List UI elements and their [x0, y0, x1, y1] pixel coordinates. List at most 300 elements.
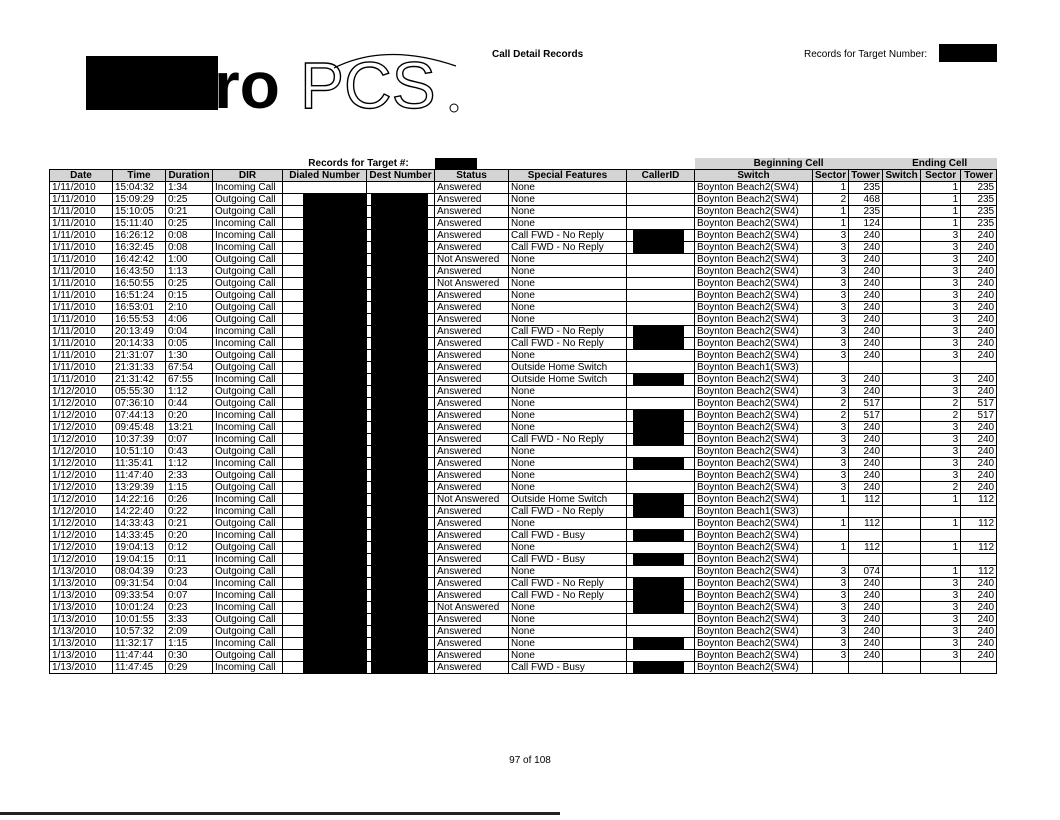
cell-time: 20:13:49	[113, 326, 166, 338]
cell-end-tower: 235	[961, 206, 997, 218]
redaction-box	[633, 554, 684, 566]
cell-end-sector: 3	[921, 602, 961, 614]
cell-dest-number	[367, 662, 435, 674]
cell-duration: 0:22	[166, 506, 213, 518]
cell-status: Answered	[435, 314, 509, 326]
cell-status: Not Answered	[435, 254, 509, 266]
cell-time: 11:35:41	[113, 458, 166, 470]
cell-special-features: None	[509, 398, 627, 410]
redaction-box	[371, 194, 428, 206]
cell-begin-switch: Boynton Beach2(SW4)	[695, 542, 813, 554]
cell-begin-sector: 3	[813, 266, 849, 278]
table-row	[50, 230, 997, 242]
cell-dir: Incoming Call	[213, 494, 283, 506]
cell-begin-tower: 240	[849, 578, 883, 590]
cell-end-tower: 240	[961, 350, 997, 362]
cell-status: Answered	[435, 554, 509, 566]
ending-cell-label: Ending Cell	[883, 158, 997, 170]
cell-duration: 0:43	[166, 446, 213, 458]
table-row	[50, 242, 997, 254]
cell-end-sector: 3	[921, 614, 961, 626]
cell-end-sector: 3	[921, 422, 961, 434]
cell-date: 1/11/2010	[50, 314, 113, 326]
cell-end-switch	[883, 206, 921, 218]
cell-special-features: Call FWD - No Reply	[509, 578, 627, 590]
cell-special-features: Outside Home Switch	[509, 374, 627, 386]
cell-dialed-number	[283, 290, 367, 302]
table-row	[50, 446, 997, 458]
cell-duration: 0:25	[166, 194, 213, 206]
cell-end-tower: 517	[961, 410, 997, 422]
table-row	[50, 302, 997, 314]
cell-begin-sector: 3	[813, 458, 849, 470]
cell-begin-sector: 2	[813, 410, 849, 422]
cell-begin-tower: 240	[849, 614, 883, 626]
cell-end-sector: 2	[921, 482, 961, 494]
cell-begin-sector: 3	[813, 422, 849, 434]
cell-time: 15:09:29	[113, 194, 166, 206]
cell-date: 1/12/2010	[50, 542, 113, 554]
cell-begin-switch: Boynton Beach2(SW4)	[695, 242, 813, 254]
col-dest-number: Dest Number	[367, 170, 435, 182]
cell-status: Answered	[435, 302, 509, 314]
cell-begin-switch: Boynton Beach2(SW4)	[695, 578, 813, 590]
cell-status: Not Answered	[435, 494, 509, 506]
cell-begin-switch: Boynton Beach2(SW4)	[695, 422, 813, 434]
cell-date: 1/12/2010	[50, 554, 113, 566]
cell-begin-sector: 3	[813, 254, 849, 266]
cell-status: Answered	[435, 374, 509, 386]
cell-time: 21:31:33	[113, 362, 166, 374]
cell-status: Answered	[435, 194, 509, 206]
cell-dialed-number	[283, 182, 367, 194]
cell-status: Answered	[435, 326, 509, 338]
records-for-target-label: Records for Target #:	[283, 158, 435, 170]
cell-special-features: Call FWD - No Reply	[509, 230, 627, 242]
cell-dir: Incoming Call	[213, 602, 283, 614]
cell-duration: 0:26	[166, 494, 213, 506]
cell-special-features: Outside Home Switch	[509, 494, 627, 506]
cell-time: 09:45:48	[113, 422, 166, 434]
cell-end-sector: 3	[921, 374, 961, 386]
cell-begin-sector	[813, 662, 849, 674]
cell-end-switch	[883, 218, 921, 230]
redaction-box	[303, 278, 366, 290]
cell-date: 1/11/2010	[50, 362, 113, 374]
cell-begin-tower: 240	[849, 626, 883, 638]
cell-dir: Outgoing Call	[213, 290, 283, 302]
page-title: Call Detail Records	[492, 49, 584, 60]
redaction-box	[303, 638, 366, 650]
redaction-box	[371, 218, 428, 230]
redaction-box	[303, 446, 366, 458]
cell-dest-number	[367, 254, 435, 266]
table-row	[50, 542, 997, 554]
redaction-box	[303, 626, 366, 638]
cell-time: 16:51:24	[113, 290, 166, 302]
redaction-box	[371, 350, 428, 362]
redaction-box	[371, 578, 428, 590]
cell-dir: Outgoing Call	[213, 302, 283, 314]
table-row	[50, 326, 997, 338]
cell-status: Answered	[435, 542, 509, 554]
cell-end-sector: 3	[921, 470, 961, 482]
cell-dir: Outgoing Call	[213, 482, 283, 494]
cell-begin-switch: Boynton Beach2(SW4)	[695, 266, 813, 278]
cell-special-features: None	[509, 206, 627, 218]
cell-begin-sector: 3	[813, 590, 849, 602]
cell-callerid	[627, 578, 695, 590]
cell-dialed-number	[283, 626, 367, 638]
cell-status: Answered	[435, 182, 509, 194]
cell-special-features: None	[509, 470, 627, 482]
cell-end-switch	[883, 314, 921, 326]
cell-begin-tower: 240	[849, 374, 883, 386]
cell-dir: Outgoing Call	[213, 254, 283, 266]
cell-duration: 13:21	[166, 422, 213, 434]
cell-dest-number	[367, 230, 435, 242]
cell-status: Answered	[435, 458, 509, 470]
cell-date: 1/11/2010	[50, 254, 113, 266]
cell-dest-number	[367, 242, 435, 254]
cell-end-sector: 3	[921, 578, 961, 590]
cell-dest-number	[367, 602, 435, 614]
cell-special-features: None	[509, 650, 627, 662]
cell-time: 11:47:40	[113, 470, 166, 482]
cell-duration: 0:07	[166, 590, 213, 602]
cell-begin-sector: 3	[813, 626, 849, 638]
cell-callerid	[627, 254, 695, 266]
cell-duration: 0:05	[166, 338, 213, 350]
cell-dir: Incoming Call	[213, 218, 283, 230]
cell-begin-switch: Boynton Beach2(SW4)	[695, 434, 813, 446]
cell-duration: 1:12	[166, 458, 213, 470]
redaction-box	[371, 290, 428, 302]
redaction-box	[371, 446, 428, 458]
cell-end-tower	[961, 530, 997, 542]
cell-duration: 0:25	[166, 218, 213, 230]
cell-begin-tower: 240	[849, 470, 883, 482]
cell-dir: Outgoing Call	[213, 194, 283, 206]
cell-special-features: Call FWD - Busy	[509, 530, 627, 542]
cell-begin-tower	[849, 362, 883, 374]
redaction-box	[303, 578, 366, 590]
cell-time: 16:42:42	[113, 254, 166, 266]
cell-end-sector: 2	[921, 410, 961, 422]
cell-status: Answered	[435, 650, 509, 662]
cell-callerid	[627, 326, 695, 338]
cell-end-sector	[921, 530, 961, 542]
cell-dir: Incoming Call	[213, 506, 283, 518]
cell-special-features: None	[509, 446, 627, 458]
cell-dir: Outgoing Call	[213, 398, 283, 410]
logo-text-outline: PCS	[300, 48, 436, 122]
cell-dialed-number	[283, 218, 367, 230]
cell-time: 14:33:43	[113, 518, 166, 530]
cell-dir: Incoming Call	[213, 374, 283, 386]
cell-dialed-number	[283, 410, 367, 422]
cell-special-features: None	[509, 410, 627, 422]
table-row	[50, 374, 997, 386]
redaction-box	[371, 518, 428, 530]
cell-status: Answered	[435, 422, 509, 434]
cell-special-features: Call FWD - Busy	[509, 662, 627, 674]
cell-dir: Outgoing Call	[213, 266, 283, 278]
cell-callerid	[627, 446, 695, 458]
cell-end-tower: 240	[961, 266, 997, 278]
cell-date: 1/11/2010	[50, 290, 113, 302]
cell-status: Answered	[435, 362, 509, 374]
cell-begin-tower: 240	[849, 242, 883, 254]
cell-dialed-number	[283, 530, 367, 542]
cell-begin-switch: Boynton Beach2(SW4)	[695, 218, 813, 230]
cell-begin-sector: 3	[813, 350, 849, 362]
cell-time: 14:22:40	[113, 506, 166, 518]
cell-duration: 0:30	[166, 650, 213, 662]
cell-time: 10:37:39	[113, 434, 166, 446]
redaction-box	[371, 362, 428, 374]
cell-dialed-number	[283, 578, 367, 590]
cell-special-features: None	[509, 254, 627, 266]
cell-begin-tower: 235	[849, 182, 883, 194]
cell-date: 1/11/2010	[50, 278, 113, 290]
cell-dest-number	[367, 614, 435, 626]
cell-dir: Outgoing Call	[213, 518, 283, 530]
cell-begin-sector: 3	[813, 314, 849, 326]
cell-dir: Incoming Call	[213, 326, 283, 338]
cell-date: 1/12/2010	[50, 494, 113, 506]
cell-duration: 1:12	[166, 386, 213, 398]
cell-callerid	[627, 506, 695, 518]
cell-end-sector: 1	[921, 206, 961, 218]
col-dialed-number: Dialed Number	[283, 170, 367, 182]
cell-status: Answered	[435, 290, 509, 302]
cell-special-features: Call FWD - Busy	[509, 554, 627, 566]
cell-end-switch	[883, 662, 921, 674]
cell-begin-switch: Boynton Beach1(SW3)	[695, 362, 813, 374]
cell-begin-switch: Boynton Beach2(SW4)	[695, 458, 813, 470]
cell-dialed-number	[283, 362, 367, 374]
cell-callerid	[627, 482, 695, 494]
cell-end-sector: 1	[921, 518, 961, 530]
cell-status: Answered	[435, 206, 509, 218]
cell-begin-sector: 3	[813, 242, 849, 254]
redaction-box	[303, 458, 366, 470]
cell-dir: Incoming Call	[213, 182, 283, 194]
cell-dir: Outgoing Call	[213, 626, 283, 638]
cell-begin-sector: 3	[813, 326, 849, 338]
redaction-box	[371, 470, 428, 482]
cell-dest-number	[367, 350, 435, 362]
metropcs-logo	[86, 46, 486, 122]
cell-begin-switch: Boynton Beach2(SW4)	[695, 554, 813, 566]
cell-special-features: None	[509, 626, 627, 638]
redaction-box	[303, 494, 366, 506]
redaction-box	[633, 590, 684, 602]
cell-begin-tower: 240	[849, 278, 883, 290]
redaction-box	[371, 662, 428, 674]
cell-end-tower: 240	[961, 482, 997, 494]
cell-special-features: None	[509, 218, 627, 230]
cell-begin-tower: 124	[849, 218, 883, 230]
redaction-box	[371, 338, 428, 350]
cell-end-tower: 240	[961, 590, 997, 602]
cell-date: 1/12/2010	[50, 482, 113, 494]
cell-duration: 1:15	[166, 638, 213, 650]
cell-special-features: None	[509, 566, 627, 578]
cell-duration: 1:34	[166, 182, 213, 194]
redaction-box	[371, 482, 428, 494]
col-end-tower: Tower	[961, 170, 997, 182]
cell-begin-sector: 1	[813, 206, 849, 218]
cell-special-features: None	[509, 314, 627, 326]
redaction-box	[371, 434, 428, 446]
redaction-box	[633, 494, 684, 506]
cell-end-switch	[883, 290, 921, 302]
redaction-box	[371, 230, 428, 242]
cell-end-sector: 3	[921, 458, 961, 470]
cell-end-sector: 3	[921, 266, 961, 278]
cell-end-switch	[883, 350, 921, 362]
cell-end-sector: 1	[921, 218, 961, 230]
cell-dialed-number	[283, 242, 367, 254]
cell-end-tower: 240	[961, 578, 997, 590]
cell-end-tower: 240	[961, 614, 997, 626]
cell-dialed-number	[283, 614, 367, 626]
cell-begin-sector: 3	[813, 578, 849, 590]
cell-dialed-number	[283, 206, 367, 218]
cell-date: 1/11/2010	[50, 302, 113, 314]
cell-status: Answered	[435, 590, 509, 602]
cell-dir: Incoming Call	[213, 554, 283, 566]
cell-begin-sector	[813, 362, 849, 374]
cell-date: 1/12/2010	[50, 470, 113, 482]
cell-begin-tower: 240	[849, 650, 883, 662]
cell-end-tower: 235	[961, 194, 997, 206]
cell-date: 1/11/2010	[50, 182, 113, 194]
cell-date: 1/13/2010	[50, 650, 113, 662]
cell-time: 21:31:07	[113, 350, 166, 362]
cell-dest-number	[367, 494, 435, 506]
col-time: Time	[113, 170, 166, 182]
redaction-box	[303, 590, 366, 602]
col-begin-sector: Sector	[813, 170, 849, 182]
redaction-box	[371, 314, 428, 326]
cell-dir: Incoming Call	[213, 230, 283, 242]
beginning-cell-label: Beginning Cell	[695, 158, 883, 170]
cell-begin-switch: Boynton Beach2(SW4)	[695, 650, 813, 662]
redaction-box	[303, 290, 366, 302]
redaction-box	[303, 530, 366, 542]
cell-dialed-number	[283, 326, 367, 338]
cell-end-tower: 240	[961, 470, 997, 482]
redaction-box	[303, 482, 366, 494]
table-row	[50, 266, 997, 278]
redaction-box	[303, 386, 366, 398]
cell-end-switch	[883, 482, 921, 494]
cell-end-switch	[883, 578, 921, 590]
redaction-box	[633, 434, 684, 446]
cell-end-tower: 240	[961, 230, 997, 242]
cell-time: 15:10:05	[113, 206, 166, 218]
cell-date: 1/12/2010	[50, 398, 113, 410]
cell-callerid	[627, 242, 695, 254]
cell-dest-number	[367, 218, 435, 230]
cell-time: 07:36:10	[113, 398, 166, 410]
cell-callerid	[627, 566, 695, 578]
cell-begin-tower: 517	[849, 398, 883, 410]
cell-begin-tower: 240	[849, 302, 883, 314]
cell-dialed-number	[283, 506, 367, 518]
cell-end-sector: 3	[921, 446, 961, 458]
cell-callerid	[627, 290, 695, 302]
cell-time: 16:55:53	[113, 314, 166, 326]
cell-begin-switch: Boynton Beach2(SW4)	[695, 662, 813, 674]
cell-begin-tower: 240	[849, 254, 883, 266]
cell-time: 09:31:54	[113, 578, 166, 590]
cell-begin-sector: 2	[813, 398, 849, 410]
cell-begin-tower: 240	[849, 482, 883, 494]
cell-status: Answered	[435, 398, 509, 410]
cell-begin-tower: 240	[849, 326, 883, 338]
table-row	[50, 314, 997, 326]
cell-dialed-number	[283, 650, 367, 662]
cell-dialed-number	[283, 194, 367, 206]
cell-dialed-number	[283, 554, 367, 566]
cell-dest-number	[367, 506, 435, 518]
cell-begin-switch: Boynton Beach2(SW4)	[695, 518, 813, 530]
cell-callerid	[627, 638, 695, 650]
cell-end-sector: 3	[921, 350, 961, 362]
cell-dir: Outgoing Call	[213, 314, 283, 326]
redaction-box	[371, 302, 428, 314]
cell-end-switch	[883, 470, 921, 482]
cell-time: 15:11:40	[113, 218, 166, 230]
cell-date: 1/13/2010	[50, 638, 113, 650]
cell-begin-tower: 468	[849, 194, 883, 206]
cell-date: 1/13/2010	[50, 662, 113, 674]
cell-begin-tower: 112	[849, 518, 883, 530]
cell-dir: Outgoing Call	[213, 446, 283, 458]
cell-dialed-number	[283, 470, 367, 482]
cell-dialed-number	[283, 638, 367, 650]
redaction-box	[303, 362, 366, 374]
cell-begin-sector: 3	[813, 434, 849, 446]
cell-duration: 0:21	[166, 518, 213, 530]
cell-begin-switch: Boynton Beach2(SW4)	[695, 278, 813, 290]
cell-dest-number	[367, 302, 435, 314]
cell-begin-tower: 112	[849, 542, 883, 554]
cell-callerid	[627, 470, 695, 482]
cell-begin-switch: Boynton Beach2(SW4)	[695, 614, 813, 626]
cell-dest-number	[367, 578, 435, 590]
redaction-box	[633, 338, 684, 350]
cell-begin-sector: 3	[813, 290, 849, 302]
cell-begin-tower: 235	[849, 206, 883, 218]
cell-status: Answered	[435, 506, 509, 518]
cell-begin-sector: 3	[813, 278, 849, 290]
cell-end-switch	[883, 194, 921, 206]
cell-dialed-number	[283, 314, 367, 326]
cell-begin-sector	[813, 554, 849, 566]
cell-dialed-number	[283, 386, 367, 398]
redaction-box	[303, 506, 366, 518]
cell-dialed-number	[283, 278, 367, 290]
redaction-box	[303, 314, 366, 326]
redaction-box	[371, 206, 428, 218]
cell-time: 08:04:39	[113, 566, 166, 578]
cell-dir: Incoming Call	[213, 638, 283, 650]
